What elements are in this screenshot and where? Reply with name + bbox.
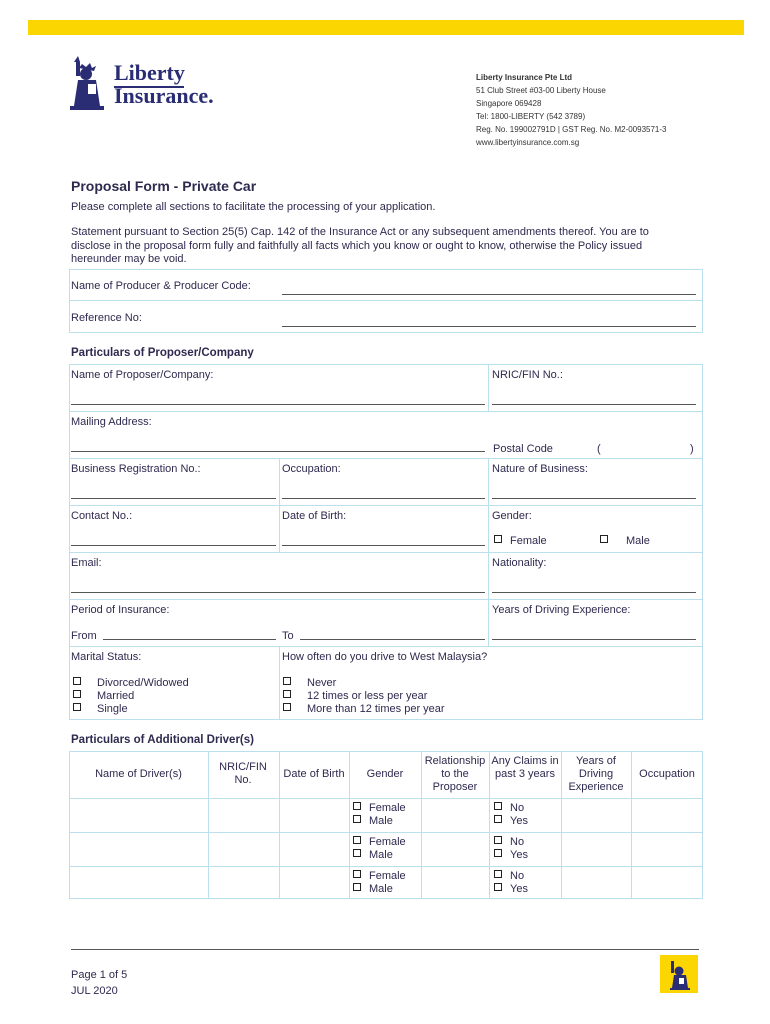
divider (69, 599, 703, 600)
divider (69, 458, 703, 459)
driver3-claims-yes[interactable] (494, 883, 528, 897)
checkbox-icon[interactable] (73, 703, 81, 711)
driver2-gender-female[interactable] (353, 836, 406, 850)
nric-label: NRIC/FIN No.: (492, 369, 563, 381)
occupation-label: Occupation: (282, 463, 341, 475)
header-dob: Date of Birth (283, 768, 345, 780)
option-label: 12 times or less per year (307, 690, 428, 702)
nature-of-business-label: Nature of Business: (492, 463, 588, 475)
drivers-section-title: Particulars of Additional Driver(s) (71, 734, 254, 746)
divider (69, 552, 703, 553)
checkbox-icon[interactable] (283, 677, 291, 685)
brn-label: Business Registration No.: (71, 463, 201, 475)
driver3-gender-female[interactable] (353, 870, 406, 884)
header-relationship: Relationship to the Proposer (424, 755, 486, 793)
occupation-field[interactable] (282, 498, 485, 499)
divider (279, 458, 280, 552)
footer-date: JUL 2020 (71, 985, 118, 997)
option-label: Yes (510, 849, 528, 861)
marital-option-divorced[interactable] (73, 677, 189, 691)
checkbox-icon[interactable] (73, 690, 81, 698)
checkbox-icon[interactable] (353, 870, 361, 878)
checkbox-icon[interactable] (494, 849, 502, 857)
driver1-gender-female[interactable] (353, 802, 406, 816)
reference-label: Reference No: (71, 312, 142, 324)
divider (69, 646, 703, 647)
proposer-name-label: Name of Proposer/Company: (71, 369, 214, 381)
from-label: From (71, 630, 97, 642)
email-field[interactable] (71, 592, 485, 593)
driver1-gender-male[interactable] (353, 815, 393, 829)
proposer-section-title: Particulars of Proposer/Company (71, 347, 254, 359)
table-row-divider (69, 832, 703, 833)
mailing-address-field[interactable] (71, 451, 485, 452)
to-label: To (282, 630, 294, 642)
checkbox-icon[interactable] (353, 836, 361, 844)
mailing-address-label: Mailing Address: (71, 416, 152, 428)
header-nric: NRIC/FIN No. (219, 761, 267, 786)
dob-field[interactable] (282, 545, 485, 546)
checkbox-icon[interactable] (600, 535, 608, 543)
option-label: Divorced/Widowed (97, 677, 189, 689)
checkbox-icon[interactable] (494, 535, 502, 543)
company-web[interactable]: www.libertyinsurance.com.sg (476, 138, 580, 147)
option-label: Never (307, 677, 337, 689)
company-reg: Reg. No. 199002791D | GST Reg. No. M2-0093571-3 (476, 125, 667, 134)
proposer-name-field[interactable] (71, 404, 485, 405)
option-label: No (510, 802, 525, 814)
header-occupation: Occupation (639, 768, 695, 780)
option-label: Married (97, 690, 135, 702)
option-label: No (510, 870, 525, 882)
option-label: No (510, 836, 525, 848)
header-gender: Gender (366, 768, 404, 780)
logo-word-liberty: Liberty (114, 60, 185, 85)
driver2-gender-male[interactable] (353, 849, 393, 863)
drive-option-more-than-12[interactable] (283, 703, 445, 717)
option-label: Male (369, 849, 393, 861)
driver1-claims-yes[interactable] (494, 815, 528, 829)
statement-line-2: disclose in the proposal form fully and faithfully all facts which you know or ought to know, otherwise the Policy issued (71, 239, 643, 252)
producer-field[interactable] (282, 294, 696, 295)
liberty-badge-logo (660, 955, 698, 993)
driver1-claims-no[interactable] (494, 802, 524, 816)
checkbox-icon[interactable] (283, 703, 291, 711)
option-label: Male (626, 535, 650, 547)
drive-option-12-or-less[interactable] (283, 690, 427, 704)
contact-field[interactable] (71, 545, 276, 546)
statement-line-1: Statement pursuant to Section 25(5) Cap. 142 of the Insurance Act or any subsequent amendments thereof. You are to (71, 226, 649, 238)
option-label: Male (369, 883, 393, 895)
checkbox-icon[interactable] (494, 815, 502, 823)
divider (279, 646, 280, 720)
option-label: Single (97, 703, 128, 715)
header-claims: Any Claims in past 3 years (491, 755, 559, 780)
to-field[interactable] (300, 639, 485, 640)
nric-field[interactable] (492, 404, 696, 405)
divider (69, 505, 703, 506)
driver2-claims-no[interactable] (494, 836, 524, 850)
option-label: Female (369, 836, 406, 848)
drive-frequency-label: How often do you drive to West Malaysia? (282, 651, 488, 663)
option-label: Yes (510, 883, 528, 895)
divider (69, 411, 703, 412)
page-number: Page 1 of 5 (71, 969, 128, 981)
dob-label: Date of Birth: (282, 510, 347, 522)
logo-word-insurance: Insurance. (114, 83, 214, 108)
postal-open-paren: ( (597, 443, 601, 455)
nationality-label: Nationality: (492, 557, 547, 569)
table-row-divider (69, 866, 703, 867)
option-label: Female (369, 870, 406, 882)
liberty-logo (66, 56, 226, 112)
table-col-divider (561, 751, 562, 899)
drive-option-never[interactable] (283, 677, 336, 691)
postal-close-paren: ) (690, 443, 694, 455)
producer-label: Name of Producer & Producer Code: (71, 280, 251, 292)
company-name: Liberty Insurance Pte Ltd (476, 73, 573, 82)
intro-text: Please complete all sections to facilitate the processing of your application. (71, 201, 436, 213)
checkbox-icon[interactable] (73, 677, 81, 685)
company-city: Singapore 069428 (476, 99, 542, 108)
option-label: Yes (510, 815, 528, 827)
form-title: Proposal Form - Private Car (71, 178, 257, 194)
checkbox-icon[interactable] (494, 836, 502, 844)
driver3-gender-male[interactable] (353, 883, 393, 897)
reference-field[interactable] (282, 326, 696, 327)
checkbox-icon[interactable] (353, 883, 361, 891)
statue-of-liberty-icon (660, 955, 698, 993)
checkbox-icon[interactable] (353, 815, 361, 823)
email-label: Email: (71, 557, 102, 569)
contact-label: Contact No.: (71, 510, 133, 522)
checkbox-icon[interactable] (494, 883, 502, 891)
divider (488, 458, 489, 646)
divider (488, 364, 489, 411)
gender-label: Gender: (492, 510, 532, 522)
checkbox-icon[interactable] (494, 802, 502, 810)
driving-years-field[interactable] (492, 639, 696, 640)
postal-code-label: Postal Code (493, 443, 553, 455)
option-label: Male (369, 815, 393, 827)
checkbox-icon[interactable] (353, 849, 361, 857)
footer-rule (71, 949, 699, 950)
marital-option-single[interactable] (73, 703, 128, 717)
top-accent-bar (28, 20, 744, 35)
statue-of-liberty-icon (66, 56, 110, 112)
table-col-divider (489, 751, 490, 899)
company-street: 51 Club Street #03-00 Liberty House (476, 86, 606, 95)
option-label: Female (369, 802, 406, 814)
marital-status-label: Marital Status: (71, 651, 142, 663)
checkbox-icon[interactable] (283, 690, 291, 698)
company-address (476, 71, 667, 149)
gender-female-option[interactable] (494, 535, 547, 549)
option-label: Female (510, 535, 547, 547)
brn-field[interactable] (71, 498, 276, 499)
nationality-field[interactable] (492, 592, 696, 593)
driver3-claims-no[interactable] (494, 870, 524, 884)
checkbox-icon[interactable] (353, 802, 361, 810)
header-driving-years: Years of Driving Experience (568, 755, 624, 793)
nature-of-business-field[interactable] (492, 498, 696, 499)
driver2-claims-yes[interactable] (494, 849, 528, 863)
table-col-divider (208, 751, 209, 899)
option-label: More than 12 times per year (307, 703, 445, 715)
company-tel: Tel: 1800-LIBERTY (542 3789) (476, 112, 586, 121)
statement-line-3: hereunder may be void. (71, 253, 187, 265)
checkbox-icon[interactable] (494, 870, 502, 878)
marital-option-married[interactable] (73, 690, 134, 704)
producer-box (69, 269, 703, 333)
driving-years-label: Years of Driving Experience: (492, 604, 631, 616)
from-field[interactable] (103, 639, 276, 640)
gender-male-option[interactable] (600, 535, 650, 549)
divider (69, 300, 703, 301)
period-label: Period of Insurance: (71, 604, 170, 616)
table-row-divider (69, 798, 703, 799)
header-driver-name: Name of Driver(s) (95, 768, 182, 780)
